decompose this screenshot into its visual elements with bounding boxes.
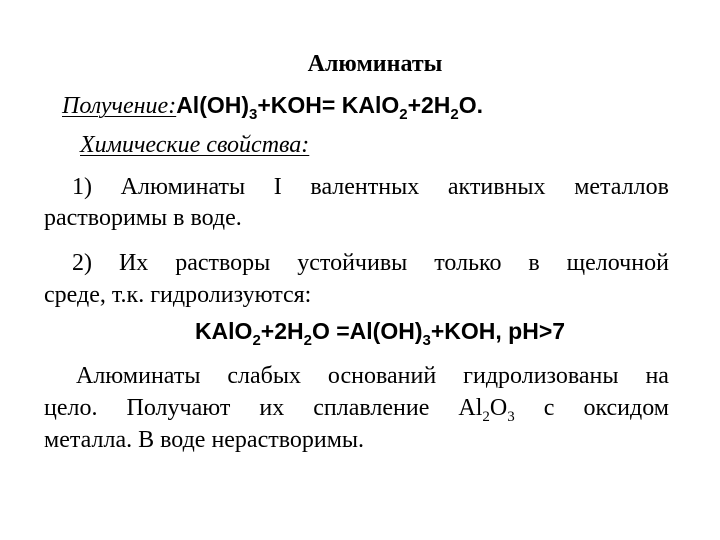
weak-bases-line-1: Алюминаты слабых оснований гидролизованы на xyxy=(76,363,669,389)
preparation-formula: $Al(OH)_3+KOH=$ $KAlO_2+2H_2O$. xyxy=(176,92,484,123)
slide-title: Алюминаты xyxy=(307,51,443,77)
item-2-line-2: среде, т.к. гидролизуются: xyxy=(44,282,312,308)
item-1-line-1: 1) Алюминаты I валентных активных металлов xyxy=(72,174,669,200)
hydrolysis-formula: $KAlO_2+2H_2O =Al(OH)_3+KOH$, pH>7 xyxy=(194,318,566,349)
alumina-formula: $Al_2O_3$ xyxy=(458,395,515,425)
item-1-line-2: растворимы в воде. xyxy=(44,205,242,231)
weak-bases-line-2: цело. Получают их сплавление $Al_2O_3$ с оксидом xyxy=(44,395,669,425)
preparation-line xyxy=(62,90,483,121)
item-2-line-1: 2) Их растворы устойчивы только в щелочной xyxy=(72,250,669,276)
chemical-properties-heading: Химические свойства: xyxy=(80,132,310,158)
preparation-label: Получение: xyxy=(62,93,177,119)
weak-bases-line-3: металла. В воде нерастворимы. xyxy=(44,427,365,453)
